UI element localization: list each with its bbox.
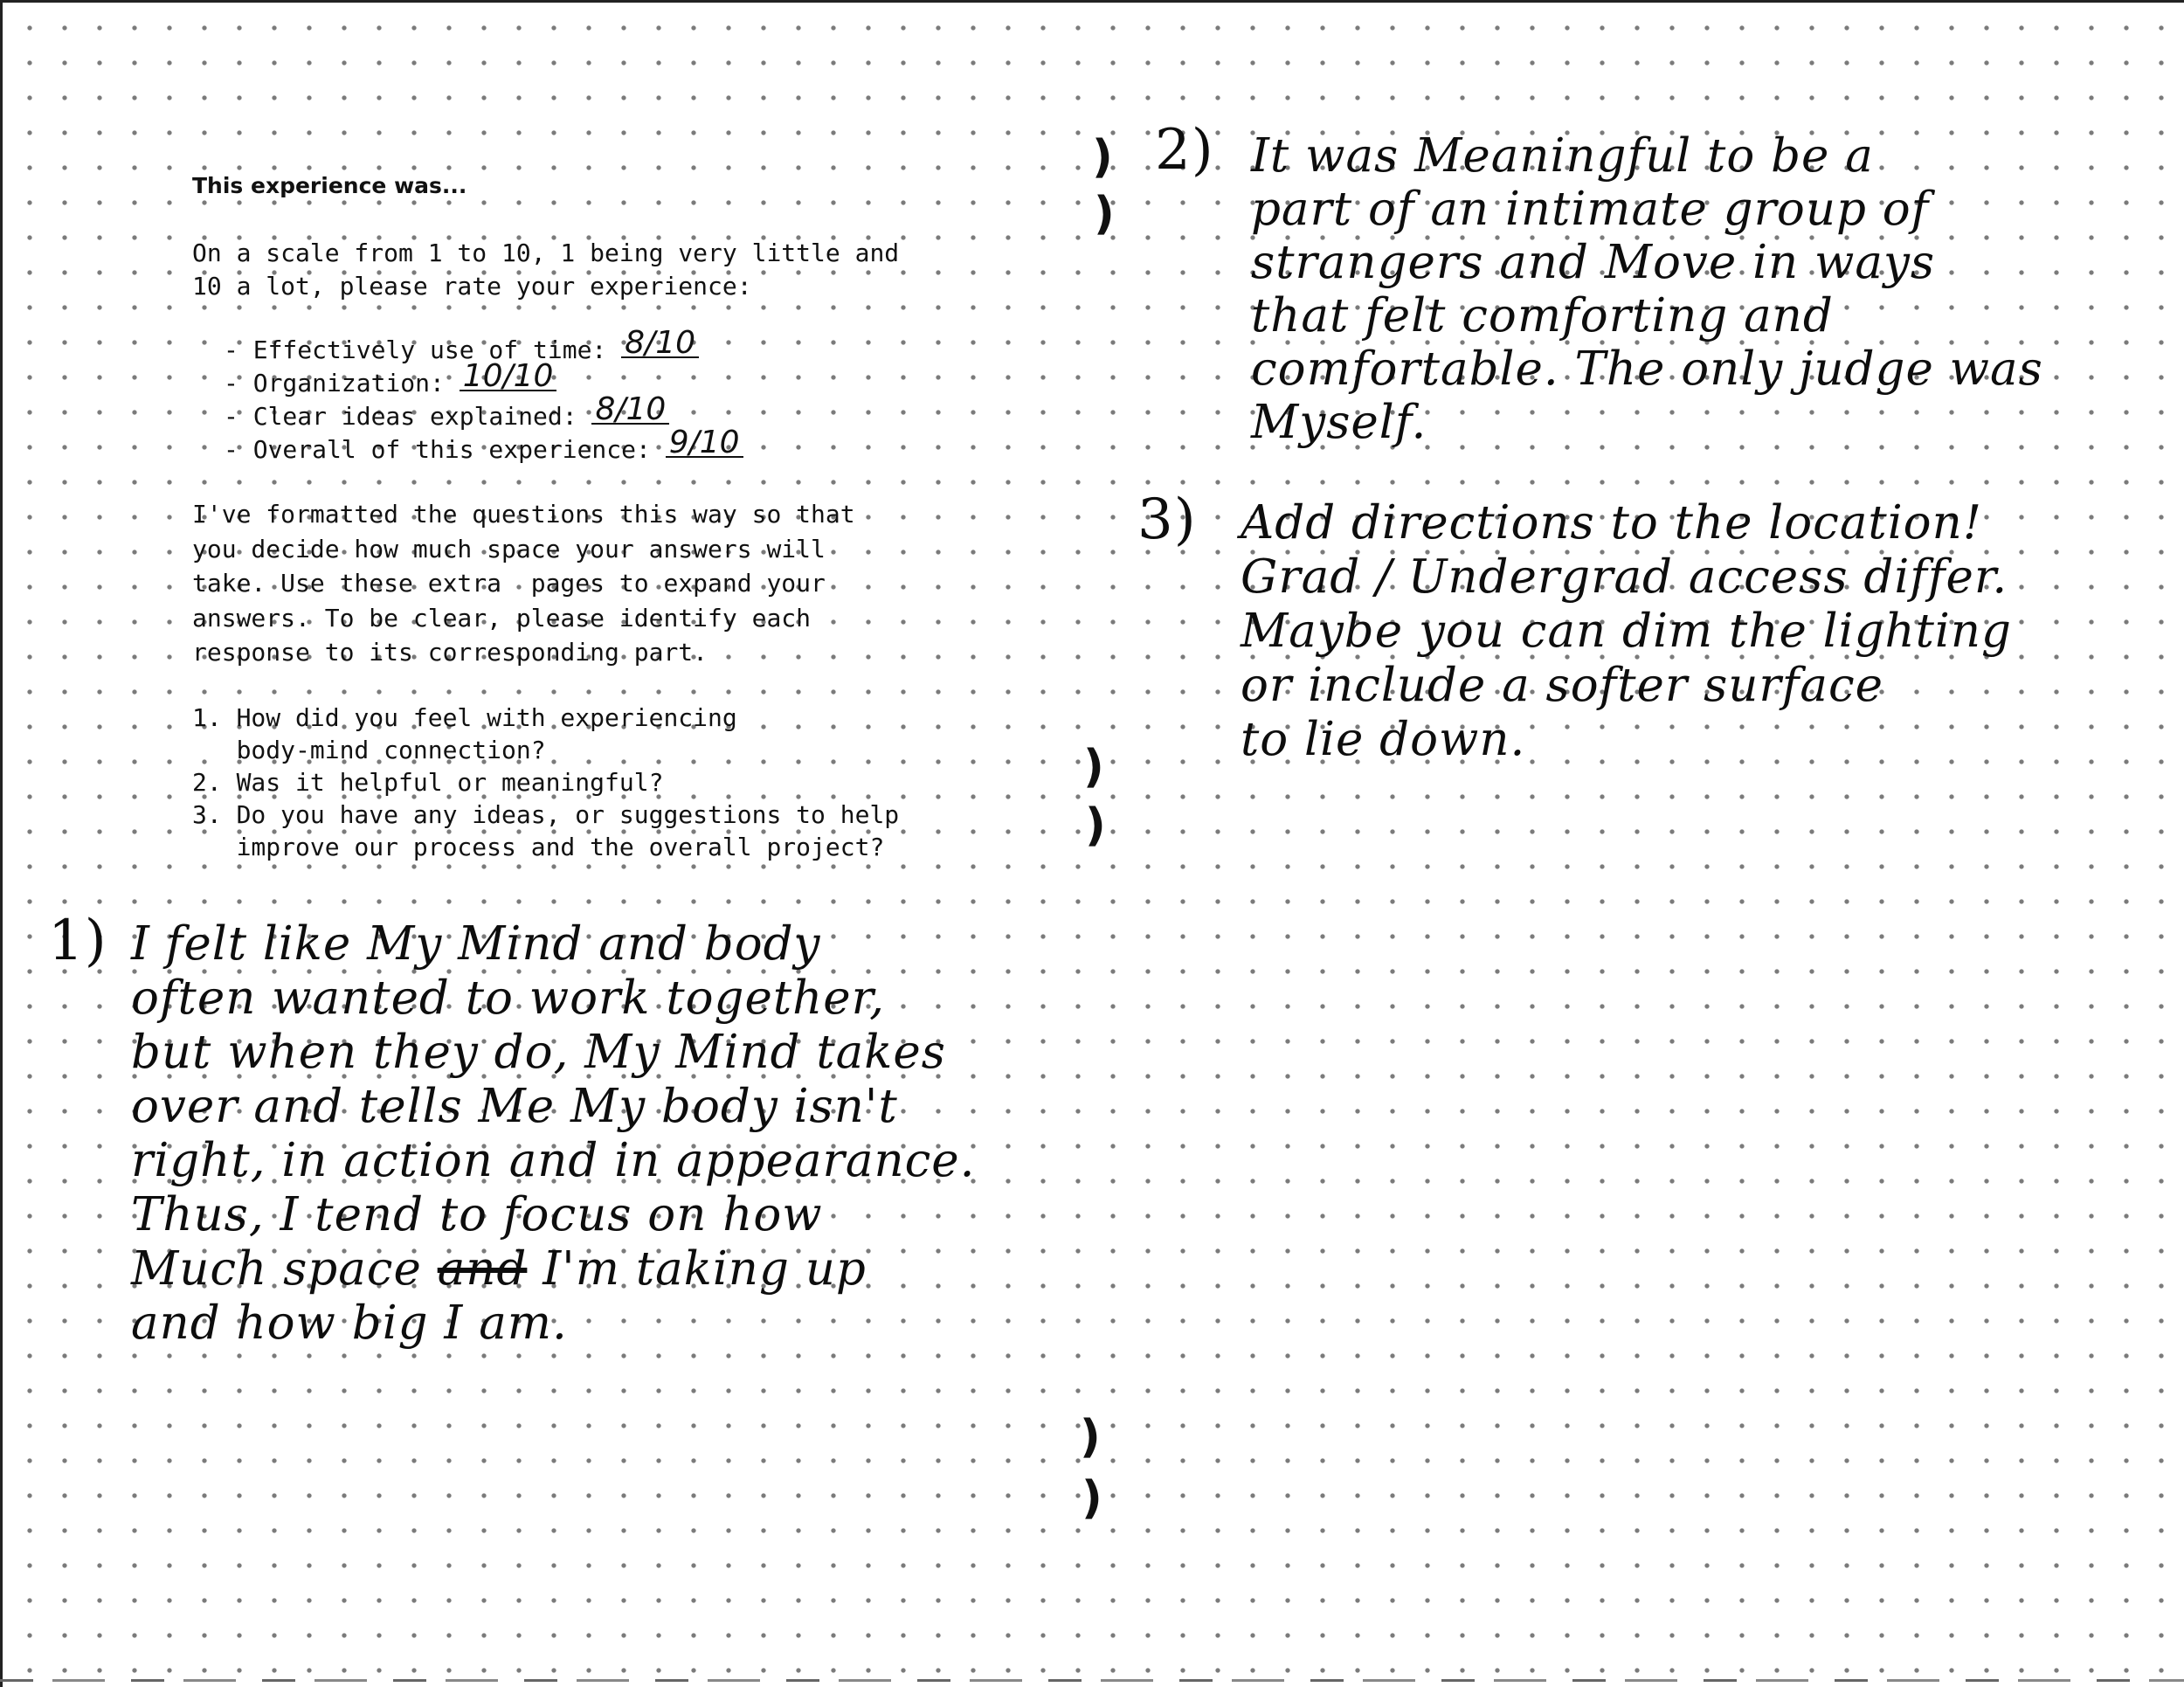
answer-1-line-6: Thus, I tend to focus on how [131, 1188, 823, 1241]
answer-3-line-5: to lie down. [1241, 713, 1526, 766]
answer-3-line-2: Grad / Undergrad access differ. [1241, 550, 2008, 604]
rating-intro-line-1: On a scale from 1 to 10, 1 being very little and [192, 239, 900, 267]
answer-1-number: 1) [48, 909, 107, 973]
answer-1 [48, 909, 976, 1351]
answer-3-number: 3) [1137, 487, 1197, 552]
answer-1-line-8: and how big I am. [131, 1296, 568, 1350]
answer-3 [1137, 487, 2012, 767]
answer-1-line-7-start: Much space [131, 1242, 422, 1296]
rating-overall-label: - Overall of this experience: [224, 435, 666, 464]
answer-3-line-3: Maybe you can dim the lighting [1241, 605, 2012, 658]
answer-1-line-7 [131, 1242, 976, 1296]
binding-mark-3: ) [1083, 741, 1104, 793]
questions-list [192, 702, 899, 863]
binding-mark-6: ) [1082, 1472, 1102, 1525]
question-3-cont: improve our process and the overall project? [192, 833, 885, 861]
rating-intro-line-2: 10 a lot, please rate your experience: [192, 272, 752, 301]
answer-1-line-2: often wanted to work together, [131, 971, 885, 1025]
answer-1-line-3: but when they do, My Mind takes [131, 1026, 946, 1079]
page-left-edge [0, 0, 3, 1687]
instructions-line-2: you decide how much space your answers will [192, 534, 826, 563]
answer-1-line-4: over and tells Me My body isn't [131, 1080, 898, 1133]
form-heading: This experience was... [192, 173, 467, 198]
binding-mark-1: ) [1092, 131, 1113, 183]
instructions-line-3: take. Use these extra pages to expand your [192, 569, 826, 598]
rating-clarity-value: 8/10 [591, 397, 669, 425]
rating-overall-value: 9/10 [666, 430, 743, 458]
rating-time-value: 8/10 [621, 330, 699, 358]
answer-1-struck-word: and [437, 1242, 528, 1296]
answer-2-line-6: Myself. [1251, 396, 1427, 449]
answer-2-number: 2) [1155, 118, 1214, 183]
rating-overall [224, 425, 743, 467]
answer-3-line-4: or include a softer surface [1241, 659, 1884, 712]
answer-1-line-7-end: I'm taking up [543, 1242, 867, 1296]
binding-mark-2: ) [1094, 188, 1115, 240]
question-1-cont: body-mind connection? [192, 736, 546, 764]
question-3: 3. Do you have any ideas, or suggestions to help [192, 800, 900, 829]
question-1: 1. How did you feel with experiencing [192, 703, 737, 732]
answer-3-line-1: Add directions to the location! [1241, 496, 1983, 550]
instructions-line-5: response to its corresponding part. [192, 638, 708, 667]
rating-intro [192, 237, 899, 303]
answer-2-line-2: part of an intimate group of [1251, 183, 1930, 236]
instructions-line-4: answers. To be clear, please identify each [192, 603, 812, 633]
binding-mark-4: ) [1085, 799, 1106, 852]
answer-1-line-5: right, in action and in appearance. [131, 1134, 976, 1187]
answer-2-line-3: strangers and Move in ways [1251, 236, 1936, 289]
answer-2-line-4: that felt comforting and [1251, 289, 1834, 342]
ratings-list [224, 325, 743, 467]
answer-2 [1155, 118, 2043, 449]
page-bottom-edge [0, 1679, 2184, 1682]
instructions-line-1: I've formatted the questions this way so that [192, 500, 855, 529]
rating-time-label: - Effectively use of time: [224, 335, 622, 364]
rating-clarity-label: - Clear ideas explained: [224, 402, 592, 431]
rating-organization-label: - Organization: [224, 369, 460, 398]
rating-organization-value: 10/10 [460, 363, 557, 391]
question-2: 2. Was it helpful or meaningful? [192, 768, 664, 797]
rating-clarity [224, 391, 743, 433]
answer-2-line-5: comfortable. The only judge was [1251, 342, 2043, 396]
instructions [192, 497, 855, 670]
binding-mark-5: ) [1080, 1411, 1101, 1463]
answer-2-line-1: It was Meaningful to be a [1251, 129, 1874, 183]
page-top-edge [0, 0, 2184, 3]
answer-1-line-1: I felt like My Mind and body [131, 917, 821, 971]
